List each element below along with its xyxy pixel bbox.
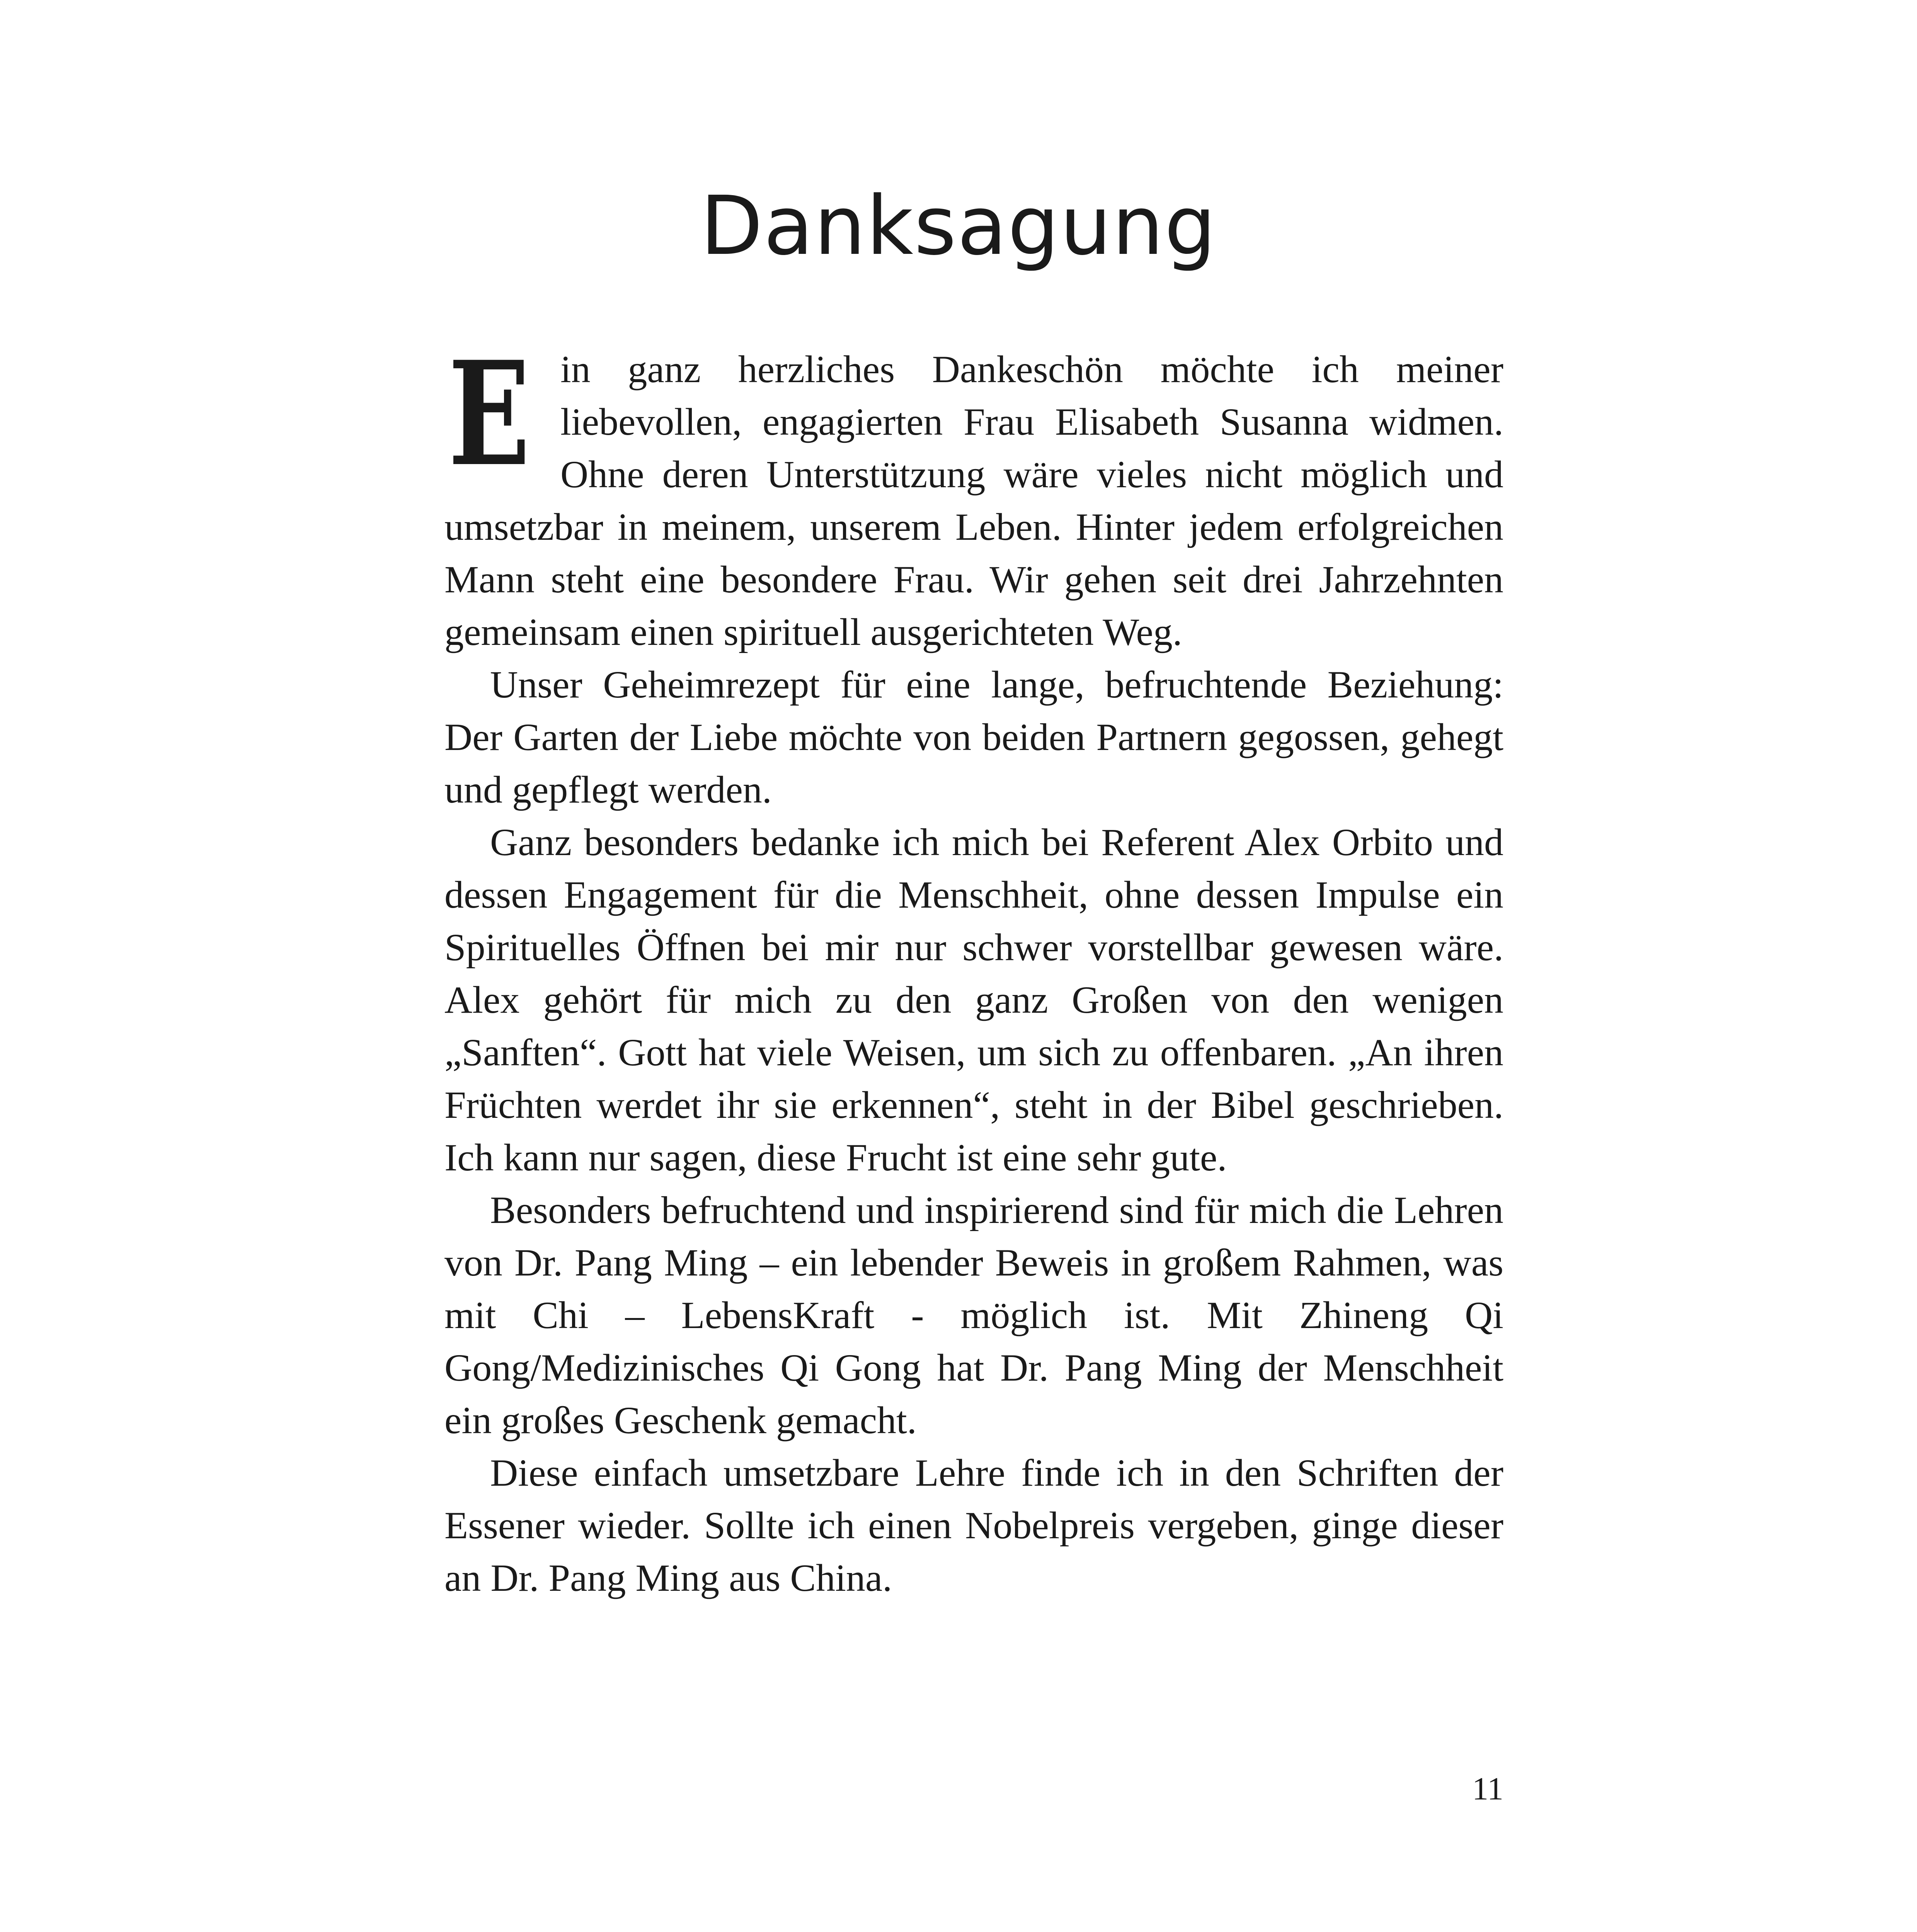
- paragraph-1-text: in ganz herzliches Dankeschön möchte ich meiner liebevollen, engagierten Frau Elisabeth Susanna widmen. Ohne deren Unterstützung wäre vieles nicht möglich und umsetzbar in meinem, unserem Leben. Hinter jedem erfolgreichen Mann steht eine besondere Frau. Wir gehen seit drei Jahrzehnten gemeinsam einen spirituell ausgerichteten Weg.: [444, 348, 1503, 653]
- paragraph-2: Unser Geheimrezept für eine lange, befruchtende Beziehung: Der Garten der Liebe möchte von beiden Partnern gegossen, gehegt und gepflegt werden.: [444, 663, 1503, 811]
- paragraph-4: Besonders befruchtend und inspirierend sind für mich die Lehren von Dr. Pang Ming – ein lebender Beweis in großem Rahmen, was mit Chi – LebensKraft - möglich ist. Mit Zhineng Qi Gong/Medizinisches Qi Gong hat Dr. Pang Ming der Menschheit ein großes Geschenk gemacht.: [444, 1189, 1503, 1442]
- page-number: 11: [1472, 1771, 1503, 1807]
- paragraph-3: Ganz besonders bedanke ich mich bei Referent Alex Orbito und dessen Engagement für die Menschheit, ohne dessen Impulse ein Spirituelles Öffnen bei mir nur schwer vorstellbar gewesen wäre. Alex gehört für mich zu den ganz Großen von den wenigen „Sanften“. Gott hat viele Weisen, um sich zu offenbaren. „An ihren Früchten werdet ihr sie erkennen“, steht in der Bibel geschrieben. Ich kann nur sagen, diese Frucht ist eine sehr gute.: [444, 821, 1503, 1179]
- paragraph-1: [444, 330, 1503, 658]
- page-title: Danksagung: [700, 179, 1217, 273]
- body-text: [444, 330, 1503, 1604]
- paragraph-5: Diese einfach umsetzbare Lehre finde ich in den Schriften der Essener wieder. Sollte ich einen Nobelpreis vergeben, ginge dieser an Dr. Pang Ming aus China.: [444, 1451, 1503, 1599]
- drop-cap: E: [448, 330, 530, 498]
